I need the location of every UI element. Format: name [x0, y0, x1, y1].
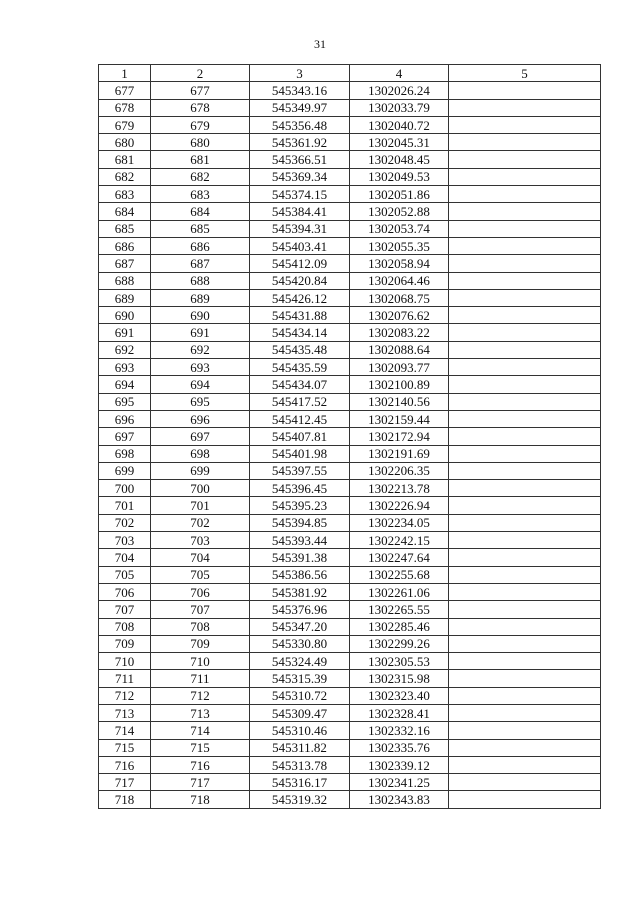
point-number-cell: 679 [99, 116, 151, 133]
note-cell [449, 168, 601, 185]
point-id-cell: 707 [151, 601, 250, 618]
point-number-cell: 705 [99, 566, 151, 583]
point-id-cell: 678 [151, 99, 250, 116]
note-cell [449, 756, 601, 773]
table-row [99, 82, 601, 99]
table-row [99, 289, 601, 306]
coordinate-x-cell: 545356.48 [250, 116, 350, 133]
point-id-cell: 680 [151, 134, 250, 151]
note-cell [449, 549, 601, 566]
page-number: 31 [314, 37, 326, 51]
table-row [99, 203, 601, 220]
coordinate-x-cell: 545394.85 [250, 514, 350, 531]
column-header-4: 4 [350, 65, 449, 82]
table-row [99, 307, 601, 324]
coordinate-y-cell: 1302255.68 [350, 566, 449, 583]
coordinate-y-cell: 1302341.25 [350, 774, 449, 791]
point-id-cell: 704 [151, 549, 250, 566]
point-number-cell: 694 [99, 376, 151, 393]
point-number-cell: 715 [99, 739, 151, 756]
point-id-cell: 716 [151, 756, 250, 773]
point-number-cell: 701 [99, 497, 151, 514]
point-number-cell: 677 [99, 82, 151, 99]
coordinate-x-cell: 545386.56 [250, 566, 350, 583]
point-number-cell: 692 [99, 341, 151, 358]
point-id-cell: 688 [151, 272, 250, 289]
note-cell [449, 566, 601, 583]
coordinate-x-cell: 545417.52 [250, 393, 350, 410]
note-cell [449, 722, 601, 739]
coordinate-y-cell: 1302049.53 [350, 168, 449, 185]
table-row [99, 168, 601, 185]
coordinate-x-cell: 545391.38 [250, 549, 350, 566]
point-id-cell: 690 [151, 307, 250, 324]
note-cell [449, 186, 601, 203]
coordinate-y-cell: 1302315.98 [350, 670, 449, 687]
coordinate-x-cell: 545310.72 [250, 687, 350, 704]
table-row [99, 462, 601, 479]
point-id-cell: 702 [151, 514, 250, 531]
coordinate-x-cell: 545412.09 [250, 255, 350, 272]
note-cell [449, 237, 601, 254]
coordinate-y-cell: 1302328.41 [350, 704, 449, 721]
note-cell [449, 272, 601, 289]
table-row [99, 393, 601, 410]
point-number-cell: 709 [99, 635, 151, 652]
point-number-cell: 696 [99, 410, 151, 427]
table-row [99, 704, 601, 721]
point-id-cell: 708 [151, 618, 250, 635]
note-cell [449, 99, 601, 116]
coordinate-x-cell: 545324.49 [250, 653, 350, 670]
point-id-cell: 693 [151, 359, 250, 376]
note-cell [449, 203, 601, 220]
note-cell [449, 410, 601, 427]
coordinate-y-cell: 1302045.31 [350, 134, 449, 151]
note-cell [449, 376, 601, 393]
point-id-cell: 697 [151, 428, 250, 445]
table-row [99, 722, 601, 739]
point-number-cell: 683 [99, 186, 151, 203]
coordinate-x-cell: 545435.48 [250, 341, 350, 358]
note-cell [449, 532, 601, 549]
coordinate-y-cell: 1302040.72 [350, 116, 449, 133]
note-cell [449, 445, 601, 462]
coordinate-x-cell: 545374.15 [250, 186, 350, 203]
point-number-cell: 686 [99, 237, 151, 254]
coordinate-x-cell: 545315.39 [250, 670, 350, 687]
coordinate-x-cell: 545395.23 [250, 497, 350, 514]
table-row [99, 774, 601, 791]
point-id-cell: 715 [151, 739, 250, 756]
table-row [99, 410, 601, 427]
table-row [99, 635, 601, 652]
column-header-2: 2 [151, 65, 250, 82]
coordinate-x-cell: 545394.31 [250, 220, 350, 237]
note-cell [449, 687, 601, 704]
coordinate-y-cell: 1302055.35 [350, 237, 449, 254]
point-number-cell: 693 [99, 359, 151, 376]
coordinate-x-cell: 545401.98 [250, 445, 350, 462]
coordinates-table [98, 64, 601, 809]
column-header-3: 3 [250, 65, 350, 82]
coordinate-x-cell: 545313.78 [250, 756, 350, 773]
point-number-cell: 702 [99, 514, 151, 531]
point-id-cell: 686 [151, 237, 250, 254]
coordinate-x-cell: 545376.96 [250, 601, 350, 618]
point-number-cell: 703 [99, 532, 151, 549]
point-number-cell: 718 [99, 791, 151, 808]
note-cell [449, 618, 601, 635]
point-number-cell: 706 [99, 583, 151, 600]
coordinate-x-cell: 545310.46 [250, 722, 350, 739]
coordinate-y-cell: 1302234.05 [350, 514, 449, 531]
coordinate-x-cell: 545426.12 [250, 289, 350, 306]
table-row [99, 272, 601, 289]
point-id-cell: 710 [151, 653, 250, 670]
point-id-cell: 717 [151, 774, 250, 791]
column-header-5: 5 [449, 65, 601, 82]
table-row [99, 739, 601, 756]
point-number-cell: 682 [99, 168, 151, 185]
point-number-cell: 707 [99, 601, 151, 618]
coordinate-x-cell: 545396.45 [250, 480, 350, 497]
point-number-cell: 714 [99, 722, 151, 739]
note-cell [449, 462, 601, 479]
coordinate-y-cell: 1302285.46 [350, 618, 449, 635]
table-row [99, 116, 601, 133]
coordinate-x-cell: 545384.41 [250, 203, 350, 220]
coordinate-y-cell: 1302191.69 [350, 445, 449, 462]
point-number-cell: 695 [99, 393, 151, 410]
point-number-cell: 713 [99, 704, 151, 721]
table-row [99, 255, 601, 272]
coordinate-y-cell: 1302076.62 [350, 307, 449, 324]
table-row [99, 756, 601, 773]
coordinate-y-cell: 1302068.75 [350, 289, 449, 306]
point-id-cell: 698 [151, 445, 250, 462]
point-id-cell: 699 [151, 462, 250, 479]
point-number-cell: 685 [99, 220, 151, 237]
point-number-cell: 681 [99, 151, 151, 168]
coordinate-x-cell: 545309.47 [250, 704, 350, 721]
point-number-cell: 691 [99, 324, 151, 341]
point-number-cell: 680 [99, 134, 151, 151]
coordinate-x-cell: 545343.16 [250, 82, 350, 99]
point-id-cell: 677 [151, 82, 250, 99]
note-cell [449, 635, 601, 652]
coordinate-y-cell: 1302088.64 [350, 341, 449, 358]
point-id-cell: 714 [151, 722, 250, 739]
point-id-cell: 692 [151, 341, 250, 358]
point-id-cell: 685 [151, 220, 250, 237]
coordinate-x-cell: 545397.55 [250, 462, 350, 479]
note-cell [449, 341, 601, 358]
note-cell [449, 220, 601, 237]
point-id-cell: 689 [151, 289, 250, 306]
coordinate-x-cell: 545316.17 [250, 774, 350, 791]
coordinate-y-cell: 1302100.89 [350, 376, 449, 393]
point-id-cell: 718 [151, 791, 250, 808]
table-row [99, 237, 601, 254]
coordinate-x-cell: 545393.44 [250, 532, 350, 549]
point-number-cell: 689 [99, 289, 151, 306]
note-cell [449, 774, 601, 791]
point-id-cell: 713 [151, 704, 250, 721]
coordinate-x-cell: 545407.81 [250, 428, 350, 445]
point-id-cell: 691 [151, 324, 250, 341]
note-cell [449, 134, 601, 151]
coordinate-y-cell: 1302332.16 [350, 722, 449, 739]
coordinate-y-cell: 1302064.46 [350, 272, 449, 289]
point-number-cell: 687 [99, 255, 151, 272]
note-cell [449, 739, 601, 756]
note-cell [449, 480, 601, 497]
table-row [99, 583, 601, 600]
point-id-cell: 700 [151, 480, 250, 497]
coordinate-y-cell: 1302299.26 [350, 635, 449, 652]
coordinate-y-cell: 1302140.56 [350, 393, 449, 410]
table-row [99, 186, 601, 203]
point-id-cell: 705 [151, 566, 250, 583]
table-row [99, 549, 601, 566]
table-row [99, 445, 601, 462]
table-row [99, 514, 601, 531]
coordinate-y-cell: 1302093.77 [350, 359, 449, 376]
coordinate-y-cell: 1302033.79 [350, 99, 449, 116]
note-cell [449, 393, 601, 410]
note-cell [449, 82, 601, 99]
coordinate-x-cell: 545347.20 [250, 618, 350, 635]
point-number-cell: 711 [99, 670, 151, 687]
point-id-cell: 696 [151, 410, 250, 427]
table-row [99, 618, 601, 635]
point-number-cell: 688 [99, 272, 151, 289]
note-cell [449, 497, 601, 514]
coordinate-x-cell: 545369.34 [250, 168, 350, 185]
coordinate-y-cell: 1302323.40 [350, 687, 449, 704]
point-id-cell: 687 [151, 255, 250, 272]
table-row [99, 532, 601, 549]
coordinate-y-cell: 1302083.22 [350, 324, 449, 341]
table-row [99, 480, 601, 497]
coordinate-y-cell: 1302335.76 [350, 739, 449, 756]
point-number-cell: 716 [99, 756, 151, 773]
point-id-cell: 694 [151, 376, 250, 393]
note-cell [449, 359, 601, 376]
point-number-cell: 698 [99, 445, 151, 462]
coordinate-x-cell: 545319.32 [250, 791, 350, 808]
point-id-cell: 695 [151, 393, 250, 410]
coordinate-y-cell: 1302242.15 [350, 532, 449, 549]
table-row [99, 566, 601, 583]
note-cell [449, 116, 601, 133]
point-number-cell: 684 [99, 203, 151, 220]
note-cell [449, 704, 601, 721]
coordinate-y-cell: 1302172.94 [350, 428, 449, 445]
note-cell [449, 583, 601, 600]
coordinate-x-cell: 545311.82 [250, 739, 350, 756]
note-cell [449, 255, 601, 272]
point-id-cell: 701 [151, 497, 250, 514]
coordinate-x-cell: 545412.45 [250, 410, 350, 427]
coordinate-y-cell: 1302265.55 [350, 601, 449, 618]
note-cell [449, 653, 601, 670]
coordinate-x-cell: 545431.88 [250, 307, 350, 324]
table-row [99, 497, 601, 514]
header-row [99, 65, 601, 82]
coordinate-x-cell: 545330.80 [250, 635, 350, 652]
point-number-cell: 708 [99, 618, 151, 635]
point-id-cell: 681 [151, 151, 250, 168]
note-cell [449, 289, 601, 306]
coordinate-y-cell: 1302261.06 [350, 583, 449, 600]
coordinate-y-cell: 1302206.35 [350, 462, 449, 479]
point-id-cell: 706 [151, 583, 250, 600]
point-number-cell: 700 [99, 480, 151, 497]
note-cell [449, 670, 601, 687]
table-row [99, 341, 601, 358]
point-id-cell: 682 [151, 168, 250, 185]
note-cell [449, 514, 601, 531]
point-id-cell: 679 [151, 116, 250, 133]
table-row [99, 791, 601, 808]
coordinate-y-cell: 1302159.44 [350, 410, 449, 427]
table-body [99, 82, 601, 808]
coordinate-y-cell: 1302339.12 [350, 756, 449, 773]
point-id-cell: 683 [151, 186, 250, 203]
note-cell [449, 601, 601, 618]
coordinate-y-cell: 1302053.74 [350, 220, 449, 237]
table-row [99, 99, 601, 116]
coordinate-y-cell: 1302052.88 [350, 203, 449, 220]
point-id-cell: 709 [151, 635, 250, 652]
coordinate-y-cell: 1302058.94 [350, 255, 449, 272]
table-row [99, 324, 601, 341]
table-row [99, 670, 601, 687]
point-id-cell: 712 [151, 687, 250, 704]
note-cell [449, 324, 601, 341]
coordinate-x-cell: 545349.97 [250, 99, 350, 116]
coordinate-y-cell: 1302247.64 [350, 549, 449, 566]
point-id-cell: 711 [151, 670, 250, 687]
coordinate-x-cell: 545420.84 [250, 272, 350, 289]
table-row [99, 687, 601, 704]
point-number-cell: 678 [99, 99, 151, 116]
coordinate-y-cell: 1302048.45 [350, 151, 449, 168]
note-cell [449, 307, 601, 324]
coordinate-x-cell: 545366.51 [250, 151, 350, 168]
table-row [99, 359, 601, 376]
note-cell [449, 428, 601, 445]
point-number-cell: 699 [99, 462, 151, 479]
table-row [99, 601, 601, 618]
table-header [99, 65, 601, 82]
point-id-cell: 703 [151, 532, 250, 549]
coordinate-y-cell: 1302026.24 [350, 82, 449, 99]
column-header-1: 1 [99, 65, 151, 82]
note-cell [449, 791, 601, 808]
point-number-cell: 704 [99, 549, 151, 566]
coordinate-y-cell: 1302213.78 [350, 480, 449, 497]
coordinate-y-cell: 1302305.53 [350, 653, 449, 670]
coordinate-x-cell: 545434.14 [250, 324, 350, 341]
point-number-cell: 697 [99, 428, 151, 445]
table-row [99, 428, 601, 445]
coordinate-y-cell: 1302343.83 [350, 791, 449, 808]
coordinate-y-cell: 1302051.86 [350, 186, 449, 203]
coordinate-y-cell: 1302226.94 [350, 497, 449, 514]
point-number-cell: 712 [99, 687, 151, 704]
coordinate-x-cell: 545403.41 [250, 237, 350, 254]
point-number-cell: 690 [99, 307, 151, 324]
coordinate-x-cell: 545381.92 [250, 583, 350, 600]
table-row [99, 134, 601, 151]
point-id-cell: 684 [151, 203, 250, 220]
table-row [99, 151, 601, 168]
table-row [99, 376, 601, 393]
table-row [99, 220, 601, 237]
coordinate-x-cell: 545434.07 [250, 376, 350, 393]
point-number-cell: 710 [99, 653, 151, 670]
note-cell [449, 151, 601, 168]
table-row [99, 653, 601, 670]
coordinate-x-cell: 545435.59 [250, 359, 350, 376]
point-number-cell: 717 [99, 774, 151, 791]
coordinate-x-cell: 545361.92 [250, 134, 350, 151]
